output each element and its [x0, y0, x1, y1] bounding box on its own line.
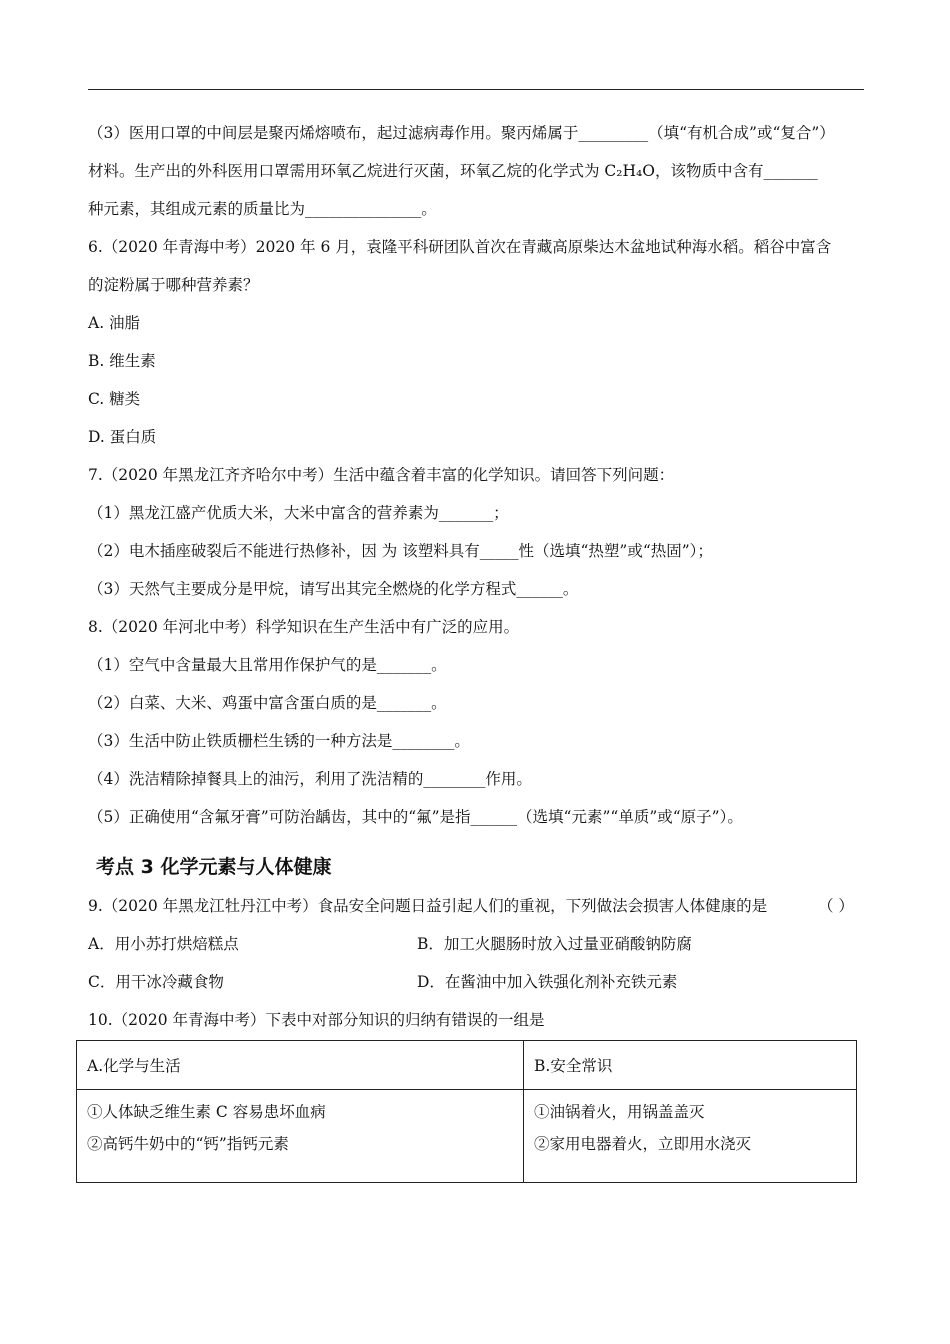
q8-part4: （4）洗洁精除掉餐具上的油污，利用了洗洁精的________作用。: [88, 770, 532, 788]
q7-part3: （3）天然气主要成分是甲烷，请写出其完全燃烧的化学方程式______。: [88, 580, 579, 598]
section-heading: 考点 3 化学元素与人体健康: [96, 856, 332, 878]
table-a-item-1: ①人体缺乏维生素 C 容易患坏血病: [87, 1103, 326, 1121]
q8-part1: （1）空气中含量最大且常用作保护气的是_______。: [88, 656, 447, 674]
q5-part3-line1: （3）医用口罩的中间层是聚丙烯熔喷布，起过滤病毒作用。聚丙烯属于_________（填“有机合成”或“复合”）: [88, 124, 835, 142]
q10-stem: 10.（2020 年青海中考）下表中对部分知识的归纳有错误的一组是: [88, 1011, 545, 1029]
q6-option-a: A. 油脂: [88, 314, 141, 332]
q7-stem: 7.（2020 年黑龙江齐齐哈尔中考）生活中蕴含着丰富的化学知识。请回答下列问题：: [88, 466, 675, 484]
q9-option-b: B．加工火腿肠时放入过量亚硝酸钠防腐: [417, 935, 692, 953]
q9-stem: 9.（2020 年黑龙江牡丹江中考）食品安全问题日益引起人们的重视，下列做法会损害人体健康的是: [88, 897, 768, 915]
q10-knowledge-table: [76, 1040, 857, 1183]
q9-answer-paren: （ ）: [818, 897, 854, 915]
table-b-item-2: ②家用电器着火，立即用水浇灭: [534, 1135, 752, 1153]
table-b-item-1: ①油锅着火，用锅盖盖灭: [534, 1103, 705, 1121]
table-cell-b: [524, 1090, 857, 1183]
q8-part5: （5）正确使用“含氟牙膏”可防治龋齿，其中的“氟”是指______（选填“元素”“单质”或“原子”）。: [88, 808, 743, 826]
q7-part2: （2）电木插座破裂后不能进行热修补，因 为 该塑料具有_____性（选填“热塑”或“热固”）；: [88, 542, 713, 560]
q9-option-a: A．用小苏打烘焙糕点: [88, 935, 239, 953]
table-header-b: B.安全常识: [524, 1041, 857, 1090]
q6-stem-line2: 的淀粉属于哪种营养素？: [88, 276, 259, 294]
header-rule: [88, 89, 864, 90]
q7-part1: （1）黑龙江盛产优质大米，大米中富含的营养素为_______；: [88, 504, 509, 522]
q8-part2: （2）白菜、大米、鸡蛋中富含蛋白质的是_______。: [88, 694, 447, 712]
q6-option-b: B. 维生素: [88, 352, 156, 370]
q8-stem: 8.（2020 年河北中考）科学知识在生产生活中有广泛的应用。: [88, 618, 520, 636]
q6-stem-line1: 6.（2020 年青海中考）2020 年 6 月，袁隆平科研团队首次在青藏高原柴达木盆地试种海水稻。稻谷中富含: [88, 238, 832, 256]
q5-part3-line2: 材料。生产出的外科医用口罩需用环氧乙烷进行灭菌，环氧乙烷的化学式为 C₂H₄O，该物质中含有_______: [88, 162, 818, 180]
table-header-a: A.化学与生活: [77, 1041, 524, 1090]
q6-option-c: C. 糖类: [88, 390, 141, 408]
q5-part3-line3: 种元素，其组成元素的质量比为_______________。: [88, 200, 437, 218]
table-cell-a: [77, 1090, 524, 1183]
q8-part3: （3）生活中防止铁质栅栏生锈的一种方法是________。: [88, 732, 470, 750]
q9-option-c: C．用干冰冷藏食物: [88, 973, 224, 991]
q6-option-d: D. 蛋白质: [88, 428, 157, 446]
q9-option-d: D．在酱油中加入铁强化剂补充铁元素: [417, 973, 678, 991]
table-a-item-2: ②高钙牛奶中的“钙”指钙元素: [87, 1135, 289, 1153]
